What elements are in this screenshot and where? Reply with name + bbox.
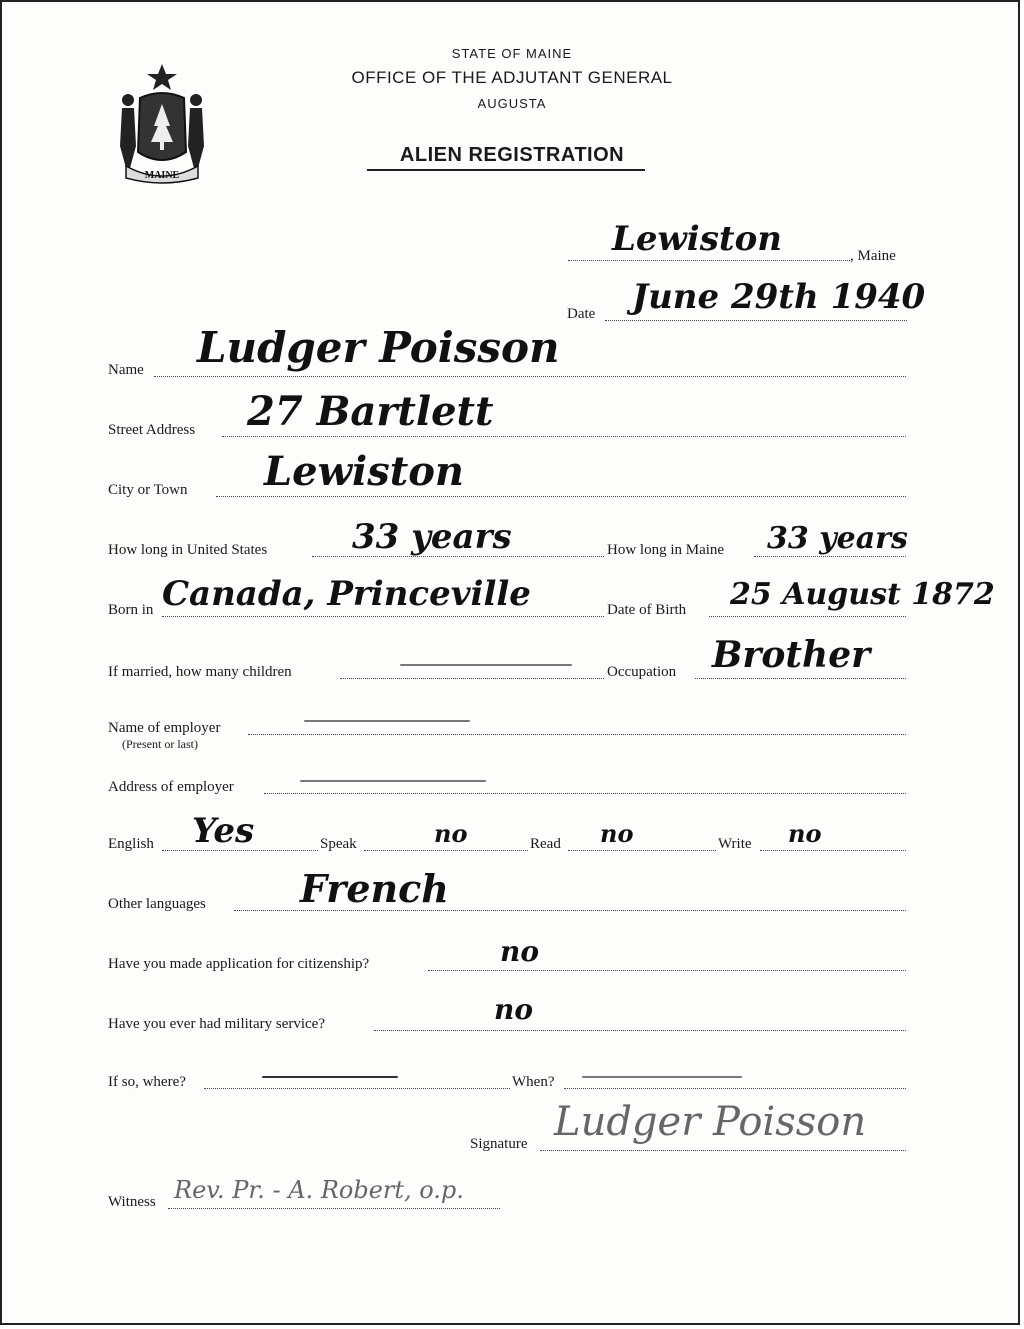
title-underline: [367, 169, 645, 171]
how-long-maine-value: 33 years: [767, 521, 908, 556]
read-value: no: [600, 819, 634, 848]
if-so-where-label: If so, where?: [108, 1074, 186, 1090]
header-city: AUGUSTA: [477, 96, 547, 111]
occupation-value: Brother: [712, 634, 871, 676]
form-title: ALIEN REGISTRATION: [399, 144, 625, 166]
city-dots: [216, 496, 906, 497]
date-label: Date: [567, 306, 596, 322]
speak-label: Speak: [320, 836, 357, 852]
married-children-label: If married, how many children: [108, 664, 292, 680]
svg-text:MAINE: MAINE: [144, 170, 180, 181]
how-long-us-label: How long in United States: [108, 542, 268, 558]
date-of-birth-label: Date of Birth: [607, 602, 687, 618]
speak-value: no: [434, 819, 468, 848]
citizenship-value: no: [500, 935, 540, 968]
write-label: Write: [718, 836, 752, 852]
date-value: June 29th 1940: [632, 277, 926, 317]
date-of-birth-value: 25 August 1872: [730, 577, 995, 612]
place-dots: [568, 260, 850, 261]
date-of-birth-dots: [709, 616, 906, 617]
employer-name-dash: [304, 720, 470, 722]
employer-address-dots: [264, 793, 906, 794]
name-value: Ludger Poisson: [197, 323, 560, 372]
city-label: City or Town: [108, 482, 188, 498]
when-label: When?: [512, 1074, 555, 1090]
witness-dots: [168, 1208, 500, 1209]
born-in-dots: [162, 616, 604, 617]
signature-label: Signature: [470, 1136, 528, 1152]
other-languages-value: French: [300, 866, 449, 911]
how-long-us-value: 33 years: [352, 517, 512, 557]
place-value: Lewiston: [612, 219, 782, 259]
english-value: Yes: [192, 811, 255, 851]
married-children-dash: [400, 664, 572, 666]
employer-name-dots: [248, 734, 906, 735]
if-so-where-dots: [204, 1088, 510, 1089]
english-label: English: [108, 836, 154, 852]
how-long-maine-dots: [754, 556, 906, 557]
name-label: Name: [108, 362, 144, 378]
employer-name-sublabel: (Present or last): [122, 737, 198, 751]
write-dots: [760, 850, 906, 851]
witness-value: Rev. Pr. - A. Robert, o.p.: [174, 1176, 464, 1204]
military-label: Have you ever had military service?: [108, 1016, 325, 1032]
name-dots: [154, 376, 906, 377]
military-value: no: [494, 993, 534, 1026]
when-dots: [564, 1088, 906, 1089]
citizenship-label: Have you made application for citizenship?: [108, 956, 370, 972]
when-dash: [582, 1076, 742, 1078]
write-value: no: [788, 819, 822, 848]
other-languages-label: Other languages: [108, 896, 206, 912]
witness-label: Witness: [108, 1194, 156, 1210]
street-address-value: 27 Bartlett: [247, 388, 494, 435]
street-address-label: Street Address: [108, 422, 196, 438]
occupation-label: Occupation: [607, 664, 677, 680]
if-so-where-dash: [262, 1076, 398, 1078]
header-state: STATE OF MAINE: [451, 46, 573, 61]
maine-label: , Maine: [850, 248, 896, 264]
how-long-maine-label: How long in Maine: [607, 542, 725, 558]
city-value: Lewiston: [264, 448, 464, 495]
born-in-value: Canada, Princeville: [162, 574, 531, 614]
occupation-dots: [695, 678, 906, 679]
citizenship-dots: [428, 970, 906, 971]
employer-name-label: Name of employer: [108, 720, 221, 736]
read-dots: [568, 850, 716, 851]
speak-dots: [364, 850, 528, 851]
street-address-dots: [222, 436, 906, 437]
born-in-label: Born in: [108, 602, 154, 618]
employer-address-dash: [300, 780, 486, 782]
date-dots: [605, 320, 907, 321]
employer-address-label: Address of employer: [108, 779, 234, 795]
header-office: OFFICE OF THE ADJUTANT GENERAL: [351, 68, 673, 87]
read-label: Read: [530, 836, 561, 852]
military-dots: [374, 1030, 906, 1031]
married-children-dots: [340, 678, 604, 679]
signature-dots: [540, 1150, 906, 1151]
signature-value: Ludger Poisson: [554, 1099, 867, 1145]
